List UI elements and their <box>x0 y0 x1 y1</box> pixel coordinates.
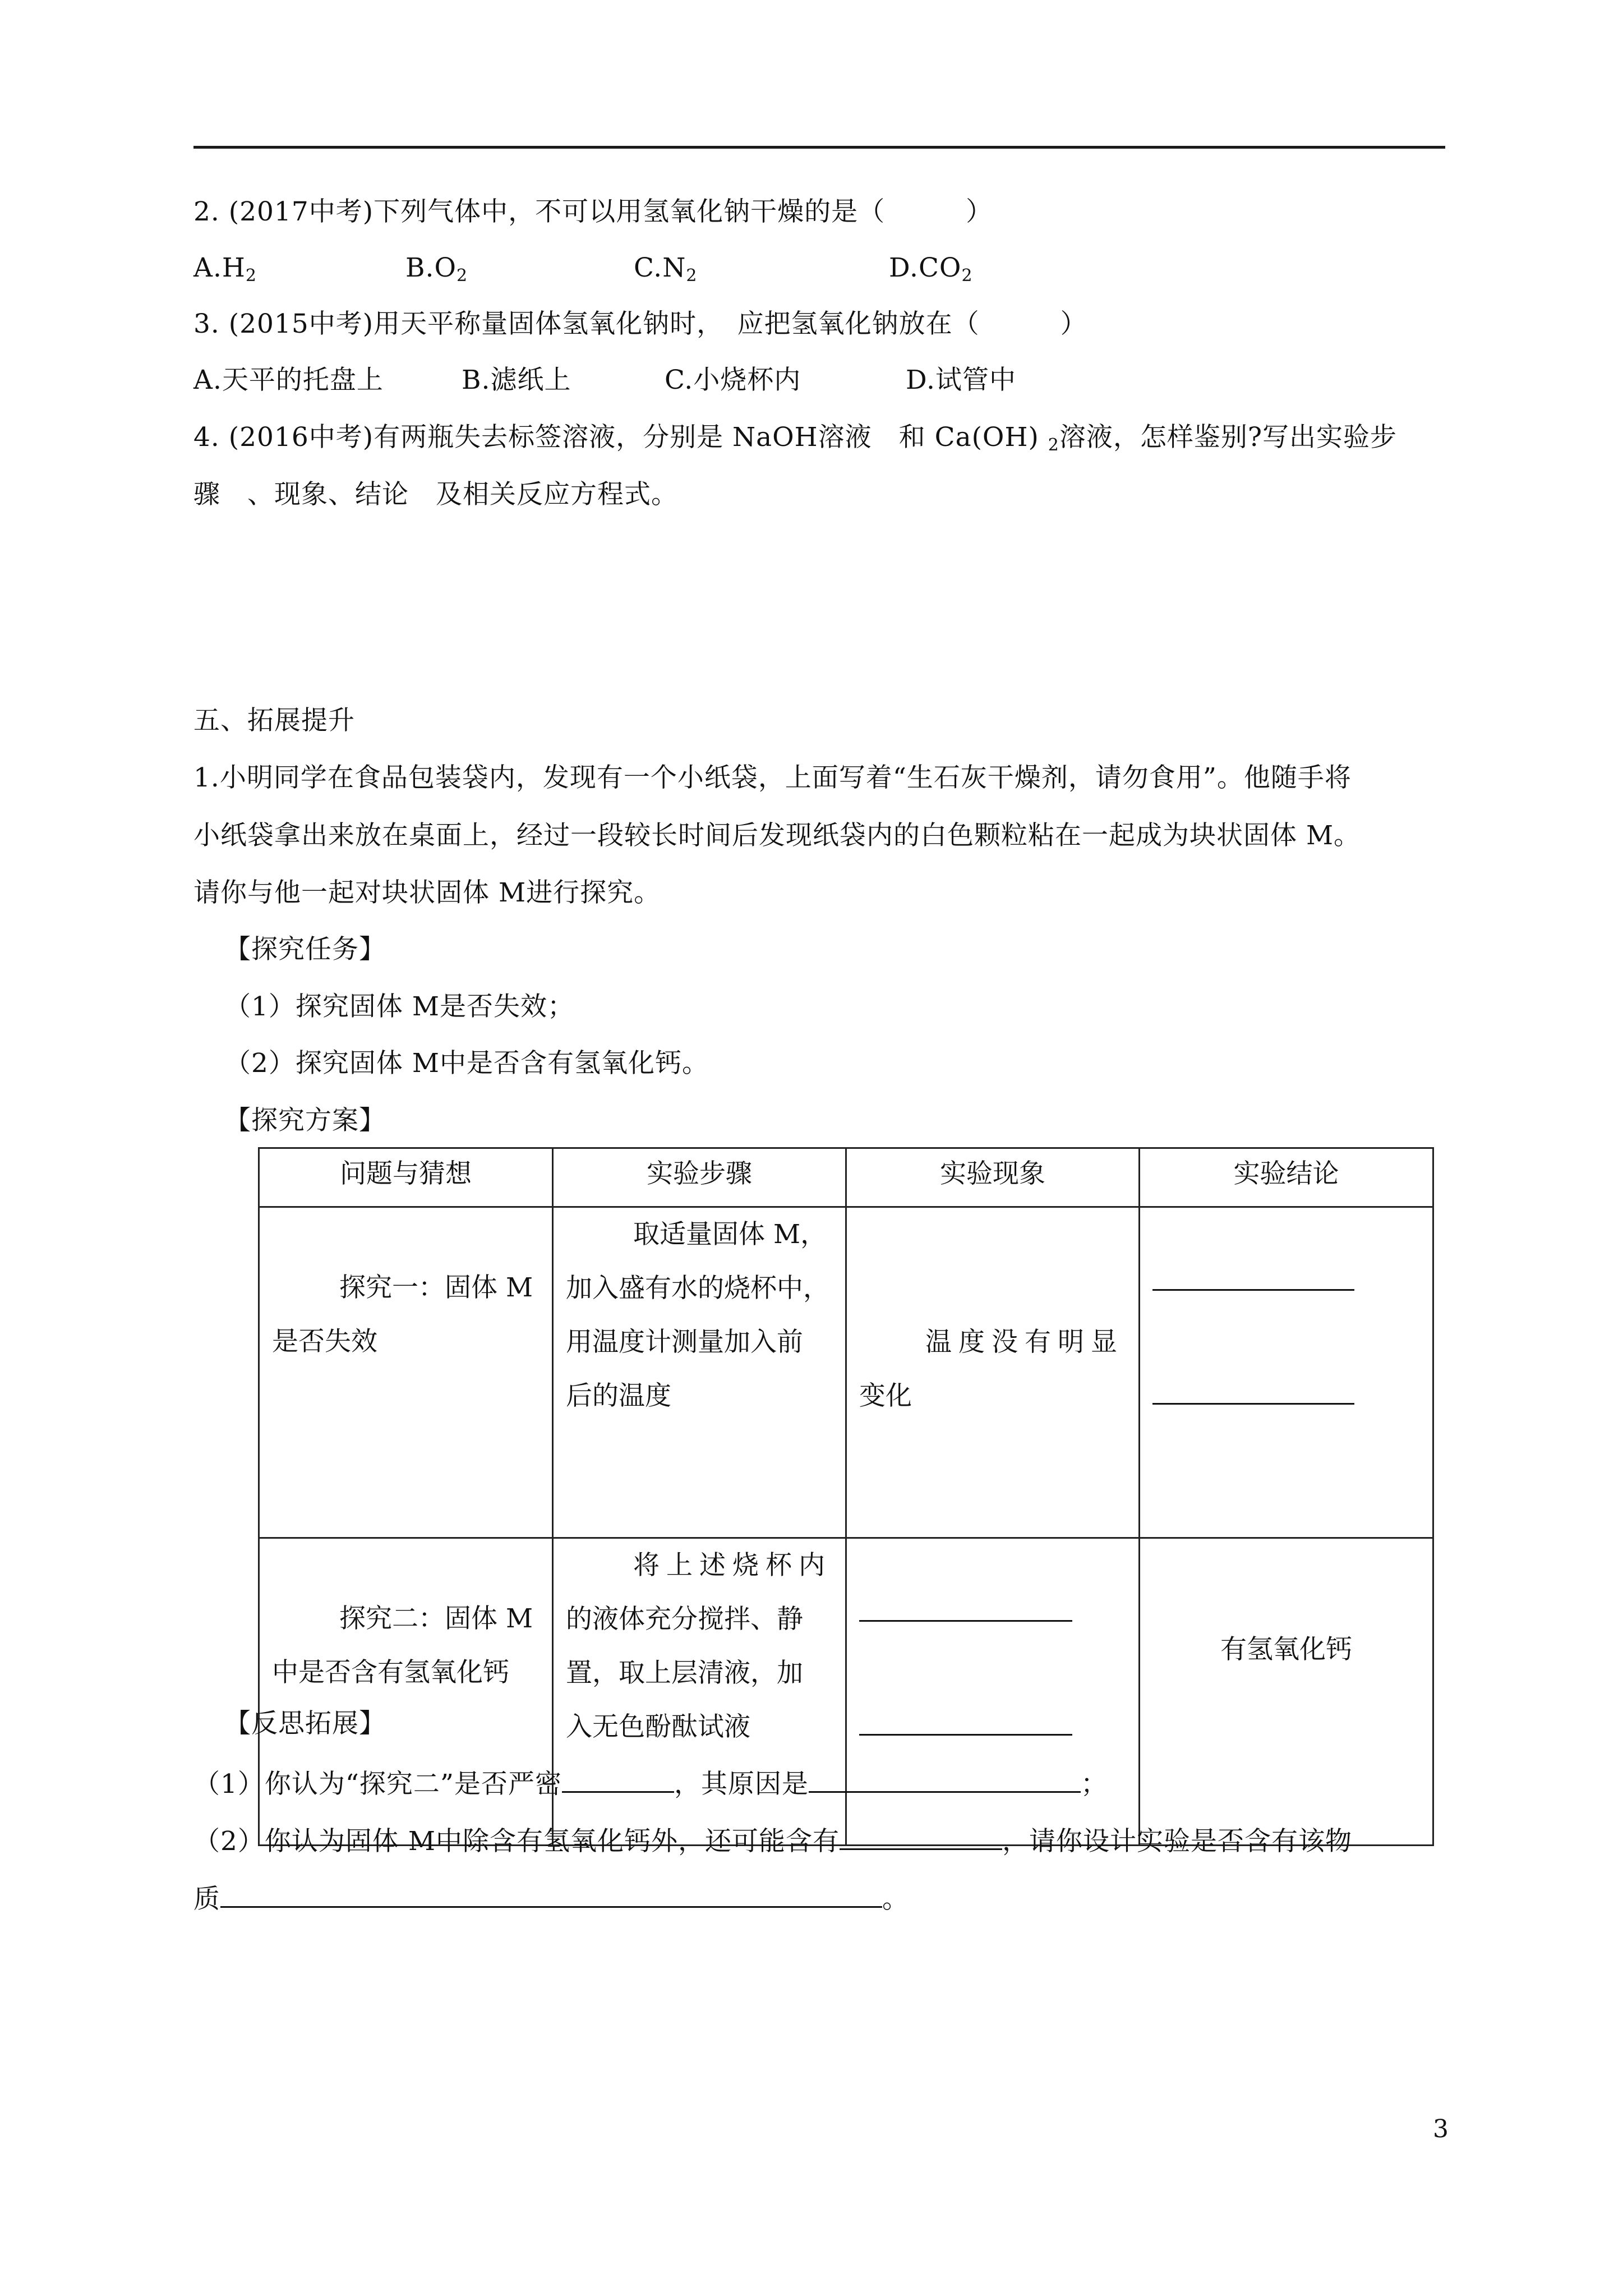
reflect-item-2: （2）你认为固体 M中除含有氢氧化钙外，还可能含有 ，请你设计实验是否含有该物 <box>193 1820 1352 1858</box>
page-number: 3 <box>1433 2115 1449 2143</box>
table-header-cell: 问题与猜想 <box>259 1148 553 1207</box>
q3-option-b: B.滤纸上 <box>462 365 571 395</box>
task-heading: 【探究任务】 <box>224 934 386 965</box>
answer-blank[interactable] <box>859 1622 1072 1736</box>
plan-heading: 【探究方案】 <box>224 1105 386 1136</box>
cell-text: 置，取上层清液，加 <box>566 1658 803 1688</box>
cell-text: 用温度计测量加入前 <box>566 1327 803 1358</box>
q2-stem: 2. (2017中考)下列气体中，不可以用氢氧化钠干燥的是（ ） <box>193 196 993 227</box>
cell-text: 中是否含有氢氧化钙 <box>272 1657 509 1688</box>
q2-option-c: $C.N_2$ <box>634 252 698 286</box>
reflect-item-1: （1）你认为“探究二”是否严密 ，其原因是 ； <box>193 1763 1108 1801</box>
reflect-item-2-cont: 质 。 <box>193 1878 909 1916</box>
problem-text-line2: 小纸袋拿出来放在桌面上，经过一段较长时间后发现纸袋内的白色颗粒粘在一起成为块状固体 M。 <box>193 820 1361 851</box>
table-header-cell: 实验现象 <box>846 1148 1140 1207</box>
table-header-cell: 实验结论 <box>1140 1148 1433 1207</box>
table-row <box>259 1207 1433 1538</box>
cell-text: 取适量固体 M， <box>633 1219 827 1250</box>
q2-option-a: $A.H_2$ <box>193 252 257 286</box>
cell-text: 是否失效 <box>272 1326 377 1357</box>
cell-text: 将上述烧杯内 <box>633 1550 832 1581</box>
conclusion-cell <box>1140 1538 1433 1846</box>
cell-text: 入无色酚酞试液 <box>566 1711 750 1742</box>
problem-text-line3: 请你与他一起对块状固体 M进行探究。 <box>193 877 661 908</box>
answer-blank[interactable] <box>809 1763 1081 1793</box>
question-cell <box>259 1207 553 1538</box>
q3-option-c: C.小烧杯内 <box>665 365 801 395</box>
cell-text: 后的温度 <box>566 1381 671 1411</box>
q4-line1: 4. (2016中考)有两瓶失去标签溶液，分别是 NaOH溶液 和 Ca(OH) $_2$溶液，怎样鉴别?写出实验步 <box>193 422 1398 455</box>
answer-blank[interactable] <box>840 1820 1002 1850</box>
cell-text: 变化 <box>859 1381 912 1411</box>
steps-cell <box>553 1207 846 1538</box>
q3-option-a: A.天平的托盘上 <box>193 365 384 395</box>
task-item-1: （1）探究固体 M是否失效； <box>224 991 574 1022</box>
table-header-row <box>259 1148 1433 1207</box>
task-item-2: （2）探究固体 M中是否含有氢氧化钙。 <box>224 1048 709 1079</box>
cell-text: 探究一：固体 M <box>339 1272 533 1303</box>
q3-stem: 3. (2015中考)用天平称量固体氢氧化钠时， 应把氢氧化钠放在（ ） <box>193 309 1087 339</box>
q2-option-d: $D.CO_2$ <box>889 252 973 286</box>
conclusion-cell <box>1140 1207 1433 1538</box>
section-heading: 五、拓展提升 <box>193 705 355 736</box>
problem-text-line1: 1.小明同学在食品包装袋内，发现有一个小纸袋，上面写着“生石灰干燥剂，请勿食用”。他随手将 <box>193 762 1352 793</box>
answer-blank[interactable] <box>220 1878 882 1908</box>
table-header-cell: 实验步骤 <box>553 1148 846 1207</box>
cell-text: 有氢氧化钙 <box>1220 1634 1352 1665</box>
q2-option-b: $B.O_2$ <box>405 252 468 286</box>
answer-blank[interactable] <box>1152 1291 1354 1405</box>
q3-option-d: D.试管中 <box>906 365 1016 395</box>
answer-blank[interactable] <box>859 1539 1072 1622</box>
cell-text: 温度没有明显 <box>925 1327 1124 1358</box>
cell-text: 加入盛有水的烧杯中， <box>566 1273 829 1304</box>
cell-text: 探究二：固体 M <box>339 1603 533 1634</box>
inquiry-table <box>258 1147 1434 1846</box>
answer-blank[interactable] <box>1152 1208 1354 1291</box>
phenomenon-cell <box>846 1207 1140 1538</box>
cell-text: 的液体充分搅拌、静 <box>566 1604 803 1635</box>
reflect-heading: 【反思拓展】 <box>224 1708 386 1739</box>
q4-line2: 骤 、现象、结论 及相关反应方程式。 <box>193 479 678 510</box>
header-rule <box>193 146 1445 149</box>
answer-blank[interactable] <box>562 1763 674 1793</box>
